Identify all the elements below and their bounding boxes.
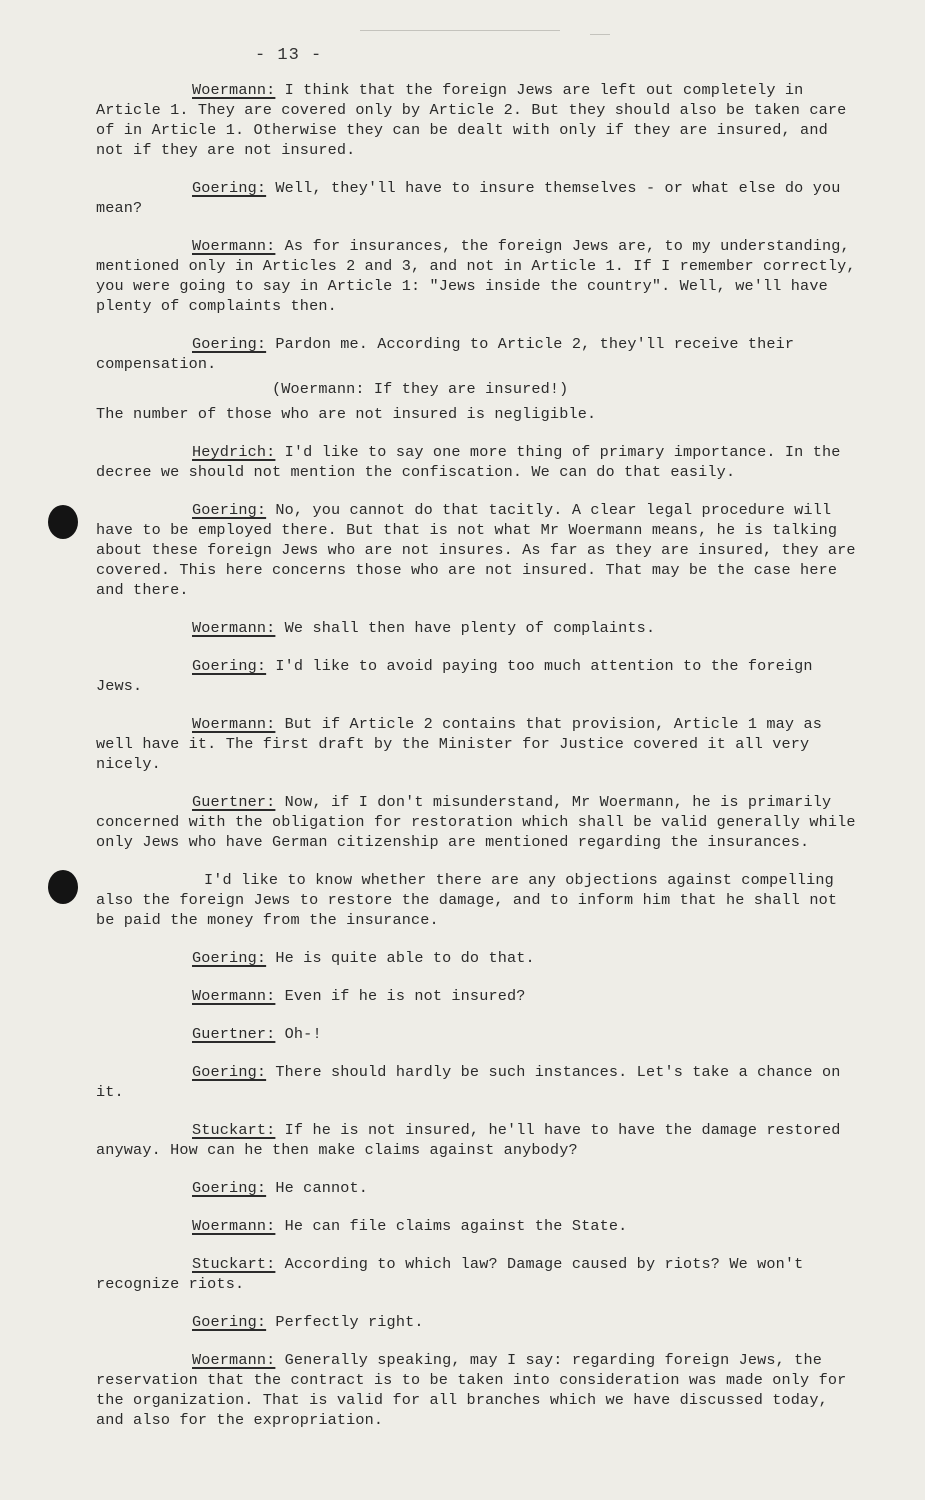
speaker-name: Woermann: — [192, 1217, 276, 1235]
speaker-name: Goering: — [192, 335, 267, 353]
paragraph-text: I'd like to avoid paying too much attention to the foreign Jews. — [96, 657, 813, 695]
paragraph-text: Well, they'll have to insure themselves - or what else do you mean? — [96, 179, 841, 217]
speaker-name: Goering: — [192, 949, 267, 967]
paragraph-text: But if Article 2 contains that provision, Article 1 may as well have it. The first draft by the Minister for Justice covered it all very nicely. — [96, 715, 822, 773]
paragraph-text: Oh-! — [284, 1025, 322, 1043]
paragraph — [96, 1024, 856, 1044]
speaker-name: Woermann: — [192, 237, 276, 255]
speaker-name: Goering: — [192, 1179, 267, 1197]
paragraph — [96, 1062, 856, 1102]
speaker-name: Goering: — [192, 179, 267, 197]
page-number: - 13 - — [255, 46, 323, 65]
paragraph-text: There should hardly be such instances. Let's take a chance on it. — [96, 1063, 841, 1101]
paragraph — [96, 1120, 856, 1160]
scan-mark — [360, 30, 560, 31]
speaker-name: Goering: — [192, 501, 267, 519]
paragraph-text: We shall then have plenty of complaints. — [284, 619, 656, 637]
transcript-body — [96, 80, 856, 1448]
paragraph-text: (Woermann: If they are insured!) — [272, 380, 569, 398]
paragraph — [96, 792, 856, 852]
punch-hole — [48, 870, 78, 904]
speaker-name: Heydrich: — [192, 443, 276, 461]
scan-mark — [590, 34, 610, 35]
paragraph-text: He is quite able to do that. — [275, 949, 535, 967]
paragraph — [96, 870, 856, 930]
paragraph — [96, 178, 856, 218]
speaker-name: Woermann: — [192, 619, 276, 637]
paragraph — [96, 986, 856, 1006]
paragraph — [96, 1350, 856, 1430]
paragraph — [96, 500, 856, 600]
paragraph — [96, 1254, 856, 1294]
paragraph — [96, 656, 856, 696]
paragraph — [96, 948, 856, 968]
paragraph — [96, 1216, 856, 1236]
paragraph-text: Now, if I don't misunderstand, Mr Woermann, he is primarily concerned with the obligation for restoration which shall be valid generally while only Jews who have German citizenship are mentioned regarding the insurances. — [96, 793, 856, 851]
paragraph-text: Generally speaking, may I say: regarding foreign Jews, the reservation that the contract is to be taken into consideration was made only for the organization. That is valid for all branches which we have discussed today, and also for the expropriation. — [96, 1351, 847, 1429]
paragraph-text: The number of those who are not insured is negligible. — [96, 405, 597, 423]
paragraph-text: No, you cannot do that tacitly. A clear legal procedure will have to be employed there. But that is not what Mr Woermann means, he is talking about these foreign Jews who are not insures. As far as they are insured, they are covered. This here concerns those who are not insured. That may be the case here and there. — [96, 501, 856, 599]
paragraph-text: I'd like to say one more thing of primary importance. In the decree we should not mention the confiscation. We can do that easily. — [96, 443, 841, 481]
speaker-name: Goering: — [192, 1313, 267, 1331]
paragraph-text: He can file claims against the State. — [284, 1217, 628, 1235]
paragraph — [96, 442, 856, 482]
speaker-name: Guertner: — [192, 793, 276, 811]
paragraph — [96, 618, 856, 638]
speaker-name: Woermann: — [192, 715, 276, 733]
speaker-name: Guertner: — [192, 1025, 276, 1043]
paragraph-text: As for insurances, the foreign Jews are, to my understanding, mentioned only in Articles 2 and 3, and not in Article 1. If I remember correctly, you were going to say in Article 1: "Jews inside the country". Well, we'll have plenty of complaints then. — [96, 237, 856, 315]
punch-hole — [48, 505, 78, 539]
speaker-name: Woermann: — [192, 81, 276, 99]
paragraph-text: Perfectly right. — [275, 1313, 424, 1331]
speaker-name: Stuckart: — [192, 1255, 276, 1273]
paragraph — [96, 404, 856, 424]
interjection — [96, 379, 856, 399]
paragraph-text: If he is not insured, he'll have to have the damage restored anyway. How can he then make claims against anybody? — [96, 1121, 841, 1159]
speaker-name: Woermann: — [192, 987, 276, 1005]
paragraph — [96, 1312, 856, 1332]
paragraph — [96, 236, 856, 316]
speaker-name: Woermann: — [192, 1351, 276, 1369]
paragraph-text: I think that the foreign Jews are left out completely in Article 1. They are covered only by Article 2. But they should also be taken care of in Article 1. Otherwise they can be dealt with only if they are insured, and not if they are not insured. — [96, 81, 847, 159]
speaker-name: Stuckart: — [192, 1121, 276, 1139]
paragraph-text: According to which law? Damage caused by riots? We won't recognize riots. — [96, 1255, 804, 1293]
paragraph — [96, 334, 856, 374]
paragraph-text: I'd like to know whether there are any objections against compelling also the foreign Jews to restore the damage, and to inform him that he shall not be paid the money from the insurance. — [96, 871, 838, 929]
paragraph-text: He cannot. — [275, 1179, 369, 1197]
paragraph-text: Even if he is not insured? — [284, 987, 526, 1005]
paragraph — [96, 80, 856, 160]
paragraph — [96, 1178, 856, 1198]
speaker-name: Goering: — [192, 1063, 267, 1081]
speaker-name: Goering: — [192, 657, 267, 675]
paragraph — [96, 714, 856, 774]
paragraph-text: Pardon me. According to Article 2, they'll receive their compensation. — [96, 335, 795, 373]
